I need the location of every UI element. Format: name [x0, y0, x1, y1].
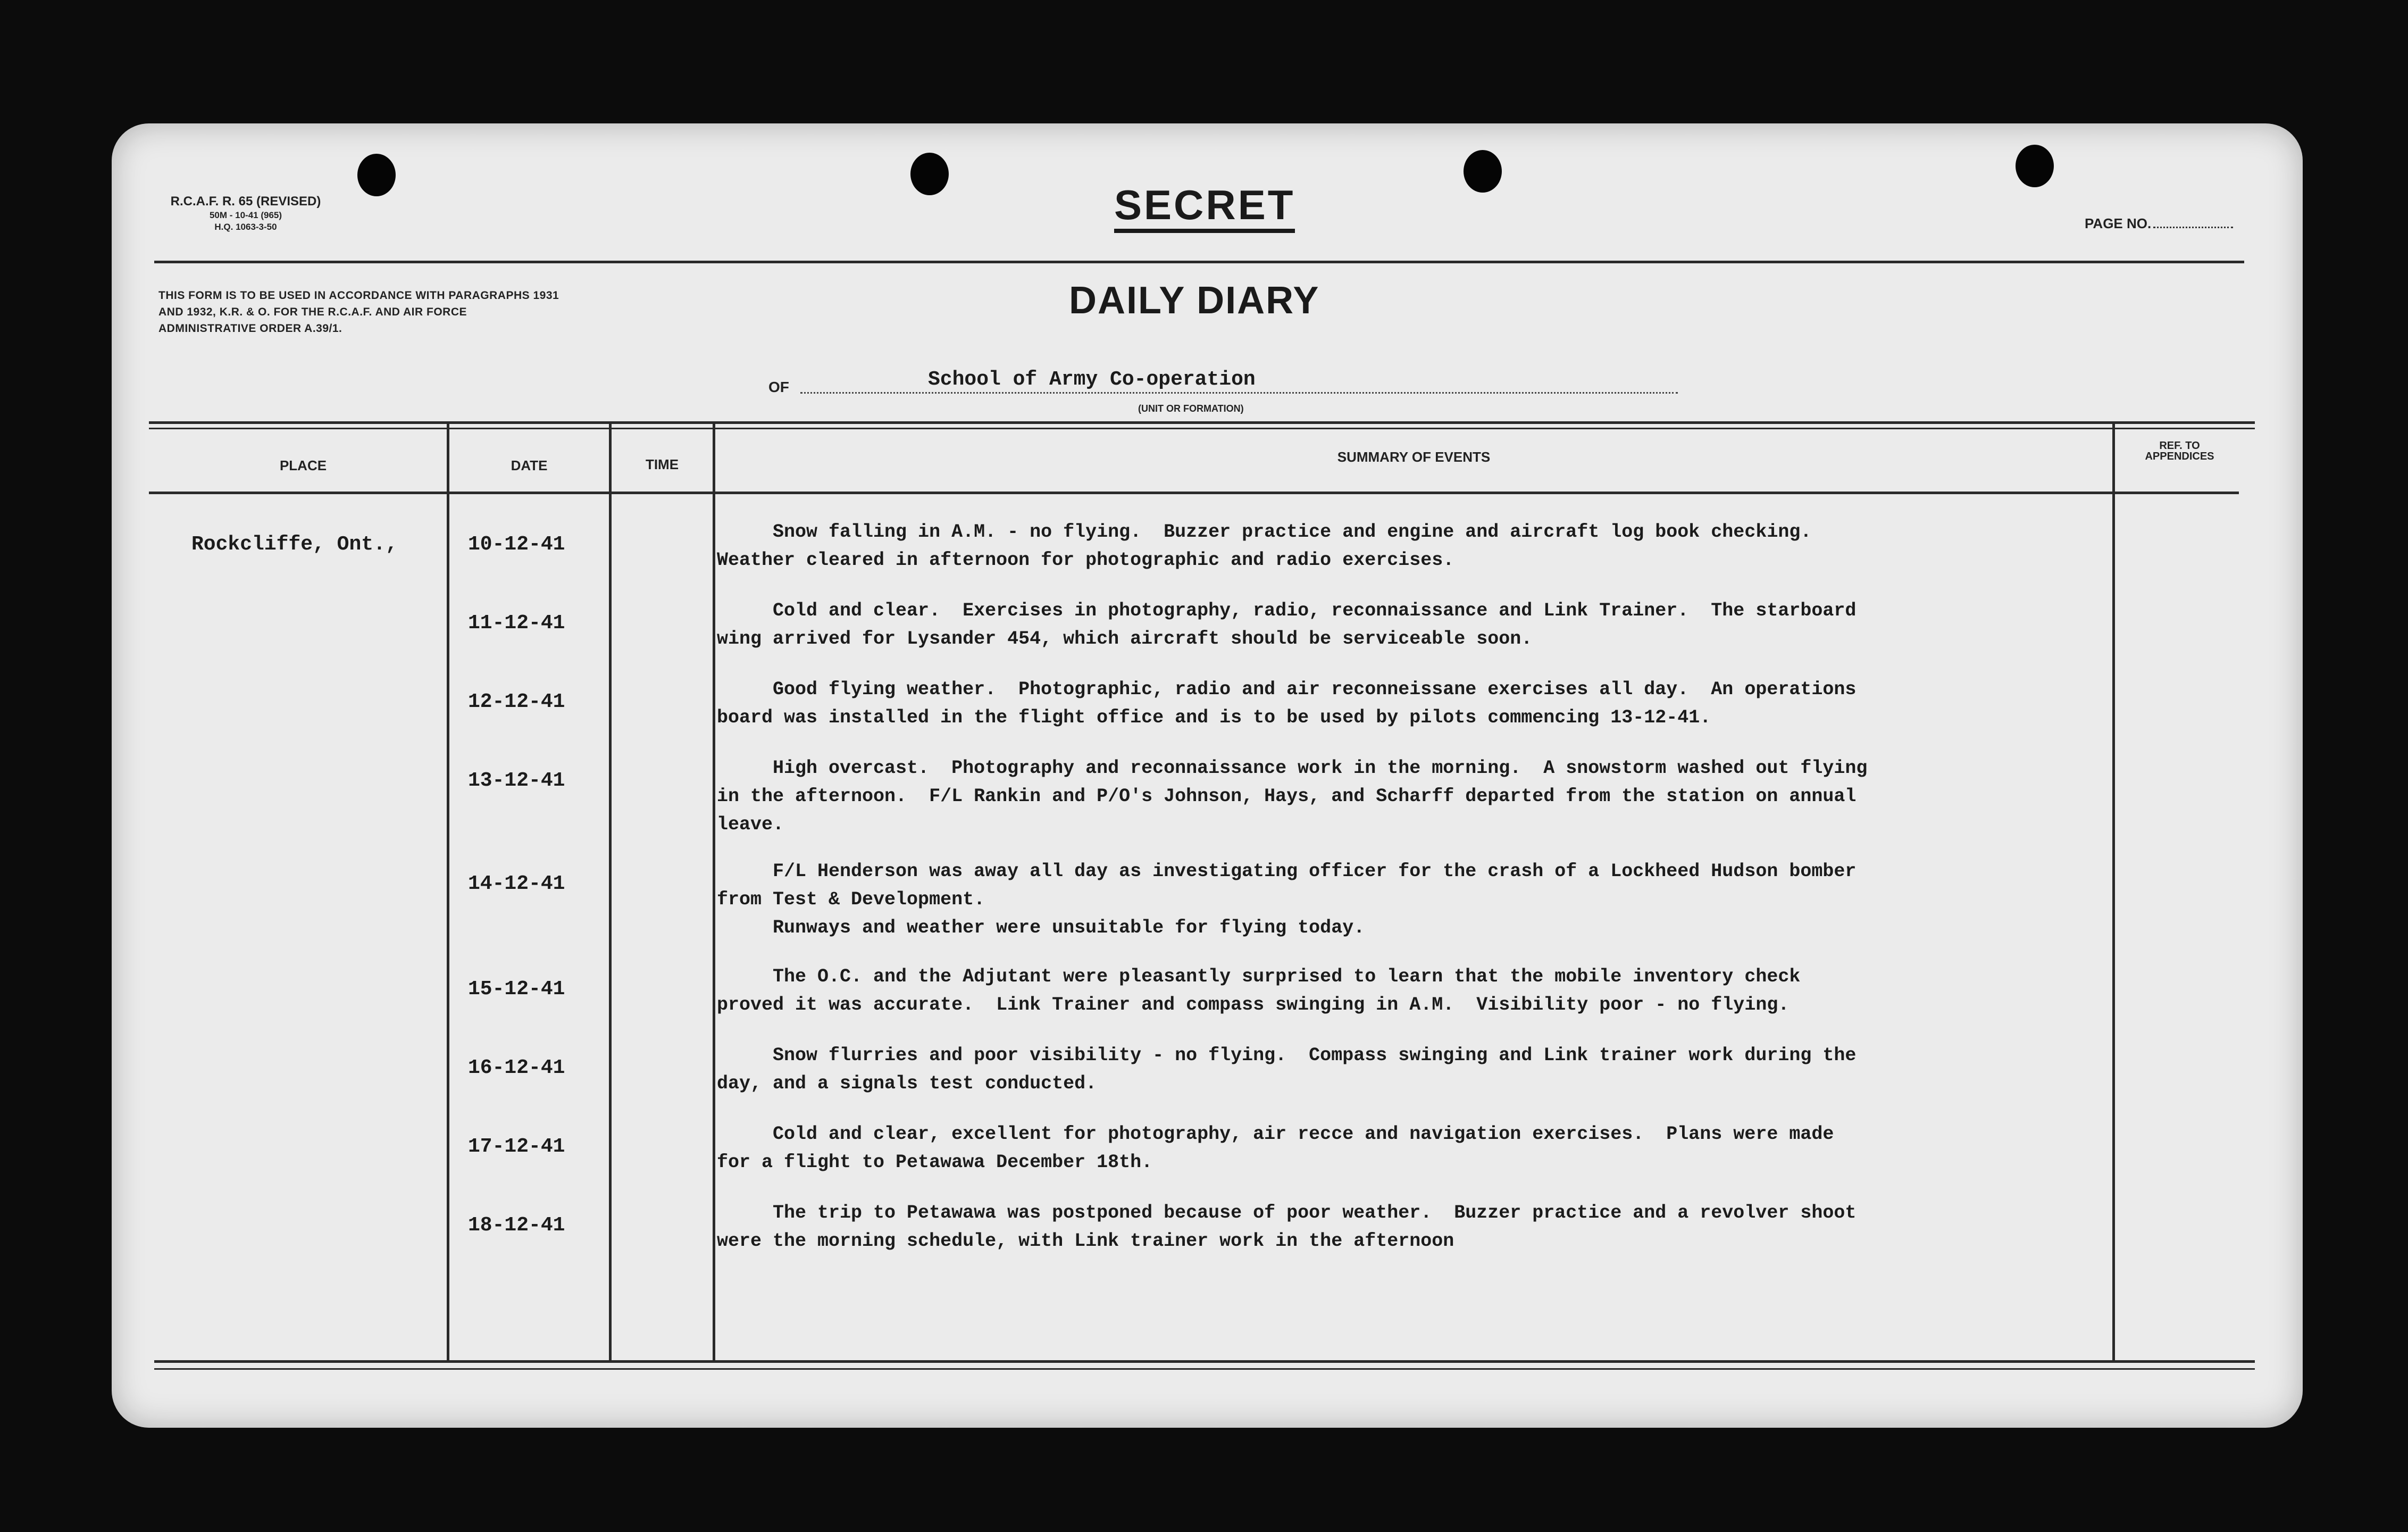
entry-summary-line: from Test & Development.: [717, 889, 985, 910]
classification-label: SECRET: [1114, 182, 1295, 233]
column-header-date: DATE: [511, 457, 548, 473]
entry-summary-line: Good flying weather. Photographic, radio and air reconneissane exercises all day. An operations: [717, 679, 1857, 700]
unit-name: School of Army Co-operation: [928, 368, 1256, 391]
usage-notice: THIS FORM IS TO BE USED IN ACCORDANCE WITH PARAGRAPHS 1931 AND 1932, K.R. & O. FOR THE R.C.A.F. AND AIR FORCE ADMINISTRATIVE ORDER A.39/1.: [158, 289, 559, 335]
column-header-summary: SUMMARY OF EVENTS: [1337, 449, 1491, 465]
entry-summary-line: F/L Henderson was away all day as investigating officer for the crash of a Lockheed Hudson bomber: [717, 861, 1857, 882]
entry-summary: [717, 963, 2068, 1019]
form-identifier: [155, 194, 336, 233]
entry-date: 10-12-41: [468, 533, 565, 556]
column-header-time: TIME: [645, 456, 679, 472]
page-number-label: PAGE NO.: [2085, 215, 2152, 231]
entry-summary: [717, 1199, 2068, 1255]
entry-summary-line: board was installed in the flight office and is to be used by pilots commencing 13-12-41.: [717, 707, 1711, 728]
page-number-blank: [2153, 215, 2233, 228]
entry-summary-line: The O.C. and the Adjutant were pleasantly surprised to learn that the mobile inventory check: [717, 966, 1801, 987]
entry-summary: [717, 857, 2068, 942]
unit-of-label: OF: [768, 379, 789, 395]
entry-date: 11-12-41: [468, 612, 565, 635]
appendices-header-line2: APPENDICES: [2145, 451, 2214, 462]
page-title: DAILY DIARY: [1069, 279, 1320, 322]
punch-hole: [1464, 150, 1502, 193]
entry-summary-line: in the afternoon. F/L Rankin and P/O's Johnson, Hays, and Scharff departed from the station on annual: [717, 786, 1857, 807]
entry-date: 16-12-41: [468, 1056, 565, 1079]
column-divider: [2112, 424, 2115, 1361]
entry-summary: [717, 676, 2068, 732]
entry-summary-line: The trip to Petawawa was postponed because of poor weather. Buzzer practice and a revolver shoot: [717, 1202, 1857, 1223]
entry-summary-line: leave.: [717, 814, 784, 835]
punch-hole: [2016, 145, 2054, 187]
entry-summary-line: Weather cleared in afternoon for photographic and radio exercises.: [717, 549, 1454, 571]
entry-summary-line: Snow falling in A.M. - no flying. Buzzer practice and engine and aircraft log book checking.: [717, 521, 1812, 543]
entry-summary-line: Runways and weather were unsuitable for flying today.: [717, 917, 1365, 938]
table-top-rule-inner: [149, 428, 2255, 429]
unit-dotted-line: [800, 392, 1678, 394]
column-divider: [447, 424, 449, 1361]
entry-summary-line: day, and a signals test conducted.: [717, 1073, 1097, 1094]
column-header-place: PLACE: [279, 457, 327, 473]
appendices-header-line1: REF. TO: [2159, 440, 2200, 452]
entry-summary-line: Cold and clear, excellent for photography, air recce and navigation exercises. Plans were made: [717, 1123, 1834, 1145]
entry-summary: [717, 754, 2068, 839]
entry-date: 14-12-41: [468, 872, 565, 895]
form-print-run: 50M - 10-41 (965): [209, 210, 282, 220]
column-header-appendices: [2115, 440, 2244, 462]
entry-date: 17-12-41: [468, 1135, 565, 1158]
entry-summary-line: High overcast. Photography and reconnaissance work in the morning. A snowstorm washed out flying: [717, 757, 1868, 779]
column-divider: [609, 424, 612, 1361]
punch-hole: [910, 153, 949, 195]
table-bottom-rule: [154, 1360, 2255, 1363]
table-bottom-rule-inner: [154, 1368, 2255, 1370]
entry-date: 12-12-41: [468, 690, 565, 713]
entry-summary-line: proved it was accurate. Link Trainer and compass swinging in A.M. Visibility poor - no flying.: [717, 994, 1790, 1015]
diary-card: [112, 123, 2303, 1428]
page-number-field: [2085, 215, 2233, 232]
header-bottom-rule: [149, 492, 2239, 494]
place-cell: Rockcliffe, Ont.,: [191, 533, 398, 556]
entry-date: 18-12-41: [468, 1214, 565, 1237]
entry-summary-line: wing arrived for Lysander 454, which aircraft should be serviceable soon.: [717, 628, 1533, 650]
unit-caption: (UNIT OR FORMATION): [1138, 403, 1244, 414]
entry-summary: [717, 597, 2068, 653]
entry-summary-line: for a flight to Petawawa December 18th.: [717, 1152, 1153, 1173]
table-top-rule: [149, 421, 2255, 424]
entry-summary: [717, 1042, 2068, 1098]
entry-date: 13-12-41: [468, 769, 565, 792]
form-number: R.C.A.F. R. 65 (REVISED): [170, 194, 321, 209]
entry-date: 15-12-41: [468, 978, 565, 1001]
form-hq-ref: H.Q. 1063-3-50: [214, 222, 277, 232]
header-rule: [154, 261, 2244, 263]
entry-summary: [717, 518, 2068, 574]
entry-summary: [717, 1120, 2068, 1177]
entry-summary-line: Snow flurries and poor visibility - no flying. Compass swinging and Link trainer work during the: [717, 1045, 1857, 1066]
punch-hole: [357, 154, 396, 196]
entry-summary-line: were the morning schedule, with Link trainer work in the afternoon: [717, 1230, 1454, 1252]
entry-summary-line: Cold and clear. Exercises in photography, radio, reconnaissance and Link Trainer. The starboard: [717, 600, 1857, 621]
column-divider: [713, 424, 715, 1361]
